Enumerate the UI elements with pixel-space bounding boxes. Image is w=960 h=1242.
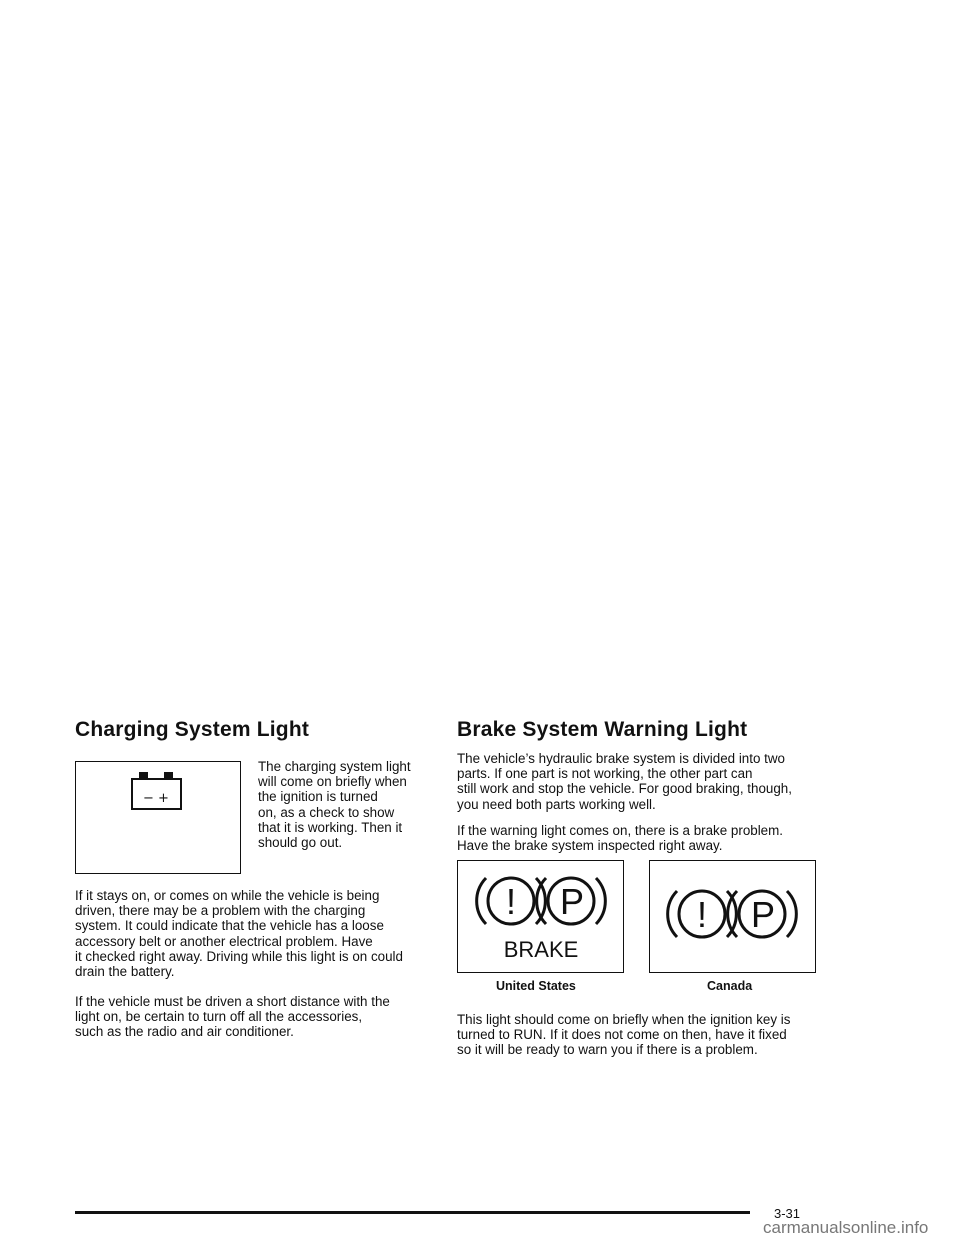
brake-paragraph-2 — [457, 823, 783, 853]
text-line: you need both parts working well. — [457, 796, 656, 812]
text-line: on, as a check to show — [258, 804, 395, 820]
charging-paragraph-1 — [75, 888, 403, 979]
charging-system-heading: Charging System Light — [75, 718, 310, 741]
charging-intro — [258, 759, 411, 850]
text-line: the ignition is turned — [258, 789, 378, 805]
text-line: accessory belt or another electrical problem. Have — [75, 933, 373, 949]
brake-paragraph-1 — [457, 751, 792, 812]
exclamation-glyph: ! — [505, 881, 517, 922]
text-line: This light should come on briefly when the ignition key is — [457, 1012, 791, 1027]
text-line: that it is working. Then it — [258, 819, 403, 835]
charging-paragraph-2 — [75, 994, 390, 1040]
text-line: such as the radio and air conditioner. — [75, 1024, 294, 1040]
text-line: driven, there may be a problem with the charging — [75, 903, 366, 919]
text-line: will come on briefly when — [258, 774, 407, 790]
text-line: system. It could indicate that the vehicle has a loose — [75, 918, 384, 934]
caption-united-states: United States — [496, 979, 576, 993]
page-number: 3-31 — [774, 1206, 801, 1221]
footer-rule — [75, 1211, 750, 1214]
text-line: If the warning light comes on, there is a brake problem. — [457, 823, 784, 838]
parking-glyph: P — [750, 894, 776, 935]
brake-word: BRAKE — [503, 937, 579, 962]
text-line: light on, be certain to turn off all the accessories, — [75, 1009, 363, 1025]
parking-glyph: P — [559, 881, 585, 922]
battery-terminal-labels: − + — [143, 791, 169, 806]
brake-canada-icon-box — [649, 860, 816, 973]
text-line: should go out. — [258, 835, 343, 851]
exclamation-glyph: ! — [696, 894, 708, 935]
brake-warning-canada-icon — [650, 861, 814, 971]
text-line: drain the battery. — [75, 964, 175, 980]
brake-system-heading: Brake System Warning Light — [457, 718, 748, 741]
text-line: still work and stop the vehicle. For good braking, though, — [457, 781, 792, 797]
charging-light-icon-box — [75, 761, 241, 874]
text-line: it checked right away. Driving while this light is on could — [75, 948, 403, 964]
text-line: so it will be ready to warn you if there is a problem. — [457, 1042, 758, 1058]
caption-canada: Canada — [707, 979, 753, 993]
text-line: If the vehicle must be driven a short distance with the — [75, 994, 390, 1009]
text-line: turned to RUN. If it does not come on then, have it fixed — [457, 1027, 787, 1043]
text-line: If it stays on, or comes on while the vehicle is being — [75, 888, 380, 903]
brake-warning-us-icon — [458, 861, 622, 971]
text-line: The charging system light — [258, 759, 411, 774]
battery-icon — [76, 762, 239, 872]
watermark: carmanualsonline.info — [763, 1218, 929, 1237]
text-line: Have the brake system inspected right away. — [457, 838, 723, 854]
brake-us-icon-box — [457, 860, 624, 973]
text-line: parts. If one part is not working, the other part can — [457, 766, 753, 782]
brake-paragraph-3 — [457, 1012, 790, 1058]
text-line: The vehicle’s hydraulic brake system is divided into two — [457, 751, 785, 766]
